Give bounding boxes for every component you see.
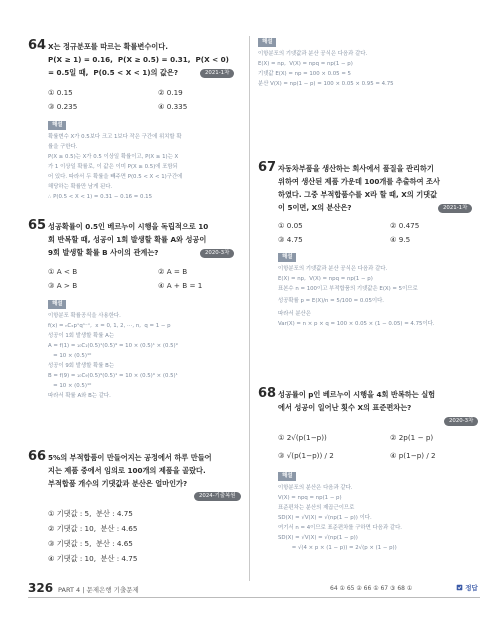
solution-66 <box>258 38 480 108</box>
answer-key: 64 ① 65 ② 66 ① 67 ③ 68 ① <box>330 585 413 592</box>
question-number: 65 <box>28 218 47 233</box>
option-1[interactable]: ① A < B <box>48 267 78 276</box>
exam-tag: 2021-1차 <box>438 204 472 213</box>
option-2[interactable]: ② 0.475 <box>390 221 420 230</box>
solution-line: 확률변수 X가 0.5보다 크고 1보다 작은 구간에 위치할 확 <box>48 134 182 140</box>
solution-label: 해설 <box>48 121 66 130</box>
solution-line: 성공이 9회 발생할 확률 B는 <box>48 363 115 369</box>
solution-line: V(X) = npq = np(1 − p) <box>278 495 342 501</box>
solution-line: 여기서 n = 4이므로 표준편차를 구하면 다음과 같다. <box>278 525 403 531</box>
question-line: P(X ≥ 1) = 0.16, P(X ≥ 0.5) = 0.31, P(X < 0) <box>48 55 229 64</box>
option-3[interactable]: ③ 0.235 <box>48 102 78 111</box>
solution-line: A = f(1) = ₁₀C₁(0.5)¹(0.5)⁹ = 10 × (0.5)¹ × (0.5)⁹ <box>48 343 178 349</box>
question-67 <box>258 160 480 327</box>
exam-tag: 2021-1차 <box>200 69 234 78</box>
question-line: 에서 성공이 일어난 횟수 X의 표준편차는? <box>278 403 412 412</box>
question-66 <box>28 449 242 569</box>
option-2[interactable]: ② A = B <box>158 267 188 276</box>
option-3[interactable]: ③ 기댓값 : 5, 분산 : 4.65 <box>48 539 133 548</box>
option-1[interactable]: ① 0.15 <box>48 88 73 97</box>
question-line: 위하여 생산된 제품 가운데 100개를 추출하여 조사 <box>278 177 440 186</box>
question-line: = 0.5일 때, P(0.5 < X < 1)의 값은? <box>48 68 179 77</box>
option-4[interactable]: ④ 0.335 <box>158 102 188 111</box>
question-68 <box>258 386 480 576</box>
answer-badge-label: 정답 <box>465 584 478 592</box>
solution-line: 표준편차는 분산의 제곱근이므로 <box>278 505 355 511</box>
option-3[interactable]: ③ √(p(1−p)) / 2 <box>278 451 334 460</box>
exam-tag: 2024-기출복원 <box>194 492 241 501</box>
solution-line: E(X) = np, V(X) = npq = np(1 − p) <box>278 276 373 282</box>
question-line: 9회 발생할 확률 B 사이의 관계는? <box>48 248 159 257</box>
option-4[interactable]: ④ A + B = 1 <box>158 281 203 290</box>
solution-line: 기댓값 E(X) = np = 100 × 0.05 = 5 <box>258 71 351 77</box>
question-number: 68 <box>258 386 277 401</box>
question-line: 성공률이 p인 베르누이 시행을 4회 반복하는 실험 <box>278 390 436 399</box>
part-title: PART 4 | 문제은행 기출문제 <box>58 586 139 594</box>
solution-label: 해설 <box>258 38 276 47</box>
solution-line: 이항분포 확률공식을 사용한다. <box>48 313 121 319</box>
option-4[interactable]: ④ 기댓값 : 10, 분산 : 4.75 <box>48 554 138 563</box>
solution-line: B = f(9) = ₁₀C₉(0.5)⁹(0.5)¹ = 10 × (0.5)⁹ × (0.5)¹ <box>48 373 178 379</box>
column-divider <box>249 36 250 581</box>
answer-badge <box>456 583 478 592</box>
option-1[interactable]: ① 0.05 <box>278 221 303 230</box>
solution-line: 해당하는 확률만 남게 된다. <box>48 184 113 190</box>
solution-line: 따라서 분산은 <box>278 311 311 317</box>
question-number: 66 <box>28 449 47 464</box>
solution-line: 이항분포의 기댓값과 분산 공식은 다음과 같다. <box>258 51 368 57</box>
solution-line: 어 있다. 따라서 두 확률을 빼주면 P(0.5 < X < 1)구간에 <box>48 174 183 180</box>
question-number: 64 <box>28 38 47 53</box>
solution-line: 표본수 n = 100이고 부적합품의 기댓값은 E(X) = 5이므로 <box>278 286 418 292</box>
answer-icon <box>456 584 463 591</box>
question-line: 지는 제품 중에서 임의로 100개의 제품을 골랐다. <box>48 466 206 475</box>
question-line: X는 정규분포를 따르는 확률변수이다. <box>48 42 168 51</box>
option-1[interactable]: ① 기댓값 : 5, 분산 : 4.75 <box>48 509 133 518</box>
option-3[interactable]: ③ A > B <box>48 281 78 290</box>
solution-line: 성공확률 p = E(X)/n = 5/100 = 0.05이다. <box>278 298 384 304</box>
question-64 <box>28 38 242 218</box>
solution-line: 성공이 1회 발생할 확률 A는 <box>48 333 115 339</box>
page-number: 326 <box>28 581 54 595</box>
solution-line: = 10 × (0.5)¹⁰ <box>48 353 92 359</box>
solution-line: P(X ≥ 0.5)는 X가 0.5 이상일 확률이고, P(X ≥ 1)는 X <box>48 154 179 160</box>
option-2[interactable]: ② 0.19 <box>158 88 183 97</box>
option-3[interactable]: ③ 4.75 <box>278 235 303 244</box>
solution-line: Var(X) = n × p × q = 100 × 0.05 × (1 − 0.05) = 4.75이다. <box>278 321 435 327</box>
solution-line: 률을 구한다. <box>48 144 78 150</box>
question-line: 부적합품 개수의 기댓값과 분산은 얼마인가? <box>48 479 188 488</box>
question-line: 이 5이면, X의 분산은? <box>278 203 352 212</box>
solution-line: SD(X) = √V(X) = √(np(1 − p)) 이다. <box>278 515 372 521</box>
option-4[interactable]: ④ p(1−p) / 2 <box>390 451 436 460</box>
solution-line: 이항분포의 기댓값과 분산 공식은 다음과 같다. <box>278 266 388 272</box>
solution-line: 이항분포의 분산은 다음과 같다. <box>278 485 353 491</box>
question-65 <box>28 218 242 443</box>
solution-label: 해설 <box>48 300 66 309</box>
solution-label: 해설 <box>278 253 296 262</box>
solution-line: = 10 × (0.5)¹⁰ <box>48 383 92 389</box>
solution-label: 해설 <box>278 472 296 481</box>
option-4[interactable]: ④ 9.5 <box>390 235 411 244</box>
option-1[interactable]: ① 2√(p(1−p)) <box>278 433 327 442</box>
solution-line: f(x) = ₙCₓpˣqⁿ⁻ˣ, x = 0, 1, 2, ⋯, n, q = 1 − p <box>48 323 171 329</box>
question-line: 5%의 부적합품이 만들어지는 공정에서 하루 만들어 <box>48 453 212 462</box>
solution-line: 가 1 이상일 확률로, 이 값은 이미 P(X ≥ 0.5)에 포함되 <box>48 164 178 170</box>
solution-line: SD(X) = √V(X) = √(np(1 − p)) <box>278 535 358 541</box>
question-line: 하였다. 그중 부적합품수를 X라 할 때, X의 기댓값 <box>278 190 438 199</box>
footer-divider <box>28 597 480 598</box>
option-2[interactable]: ② 2p(1 − p) <box>390 433 434 442</box>
solution-line: E(X) = np, V(X) = npq = np(1 − p) <box>258 61 353 67</box>
solution-line: 분산 V(X) = np(1 − p) = 100 × 0.05 × 0.95 = 4.75 <box>258 81 394 87</box>
solution-line: 따라서 확률 A와 B는 같다. <box>48 393 111 399</box>
solution-line: = √(4 × p × (1 − p)) = 2√(p × (1 − p)) <box>278 545 397 551</box>
solution-line: ∴ P(0.5 < X < 1) = 0.31 − 0.16 = 0.15 <box>48 194 153 200</box>
question-number: 67 <box>258 160 277 175</box>
question-line: 성공확률이 0.5인 베르누이 시행을 독립적으로 10 <box>48 222 209 231</box>
question-line: 회 반복할 때, 성공이 1회 발생할 확률 A와 성공이 <box>48 235 207 244</box>
exam-tag: 2020-3차 <box>200 249 234 258</box>
exam-tag: 2020-3차 <box>444 417 478 426</box>
option-2[interactable]: ② 기댓값 : 10, 분산 : 4.65 <box>48 524 138 533</box>
question-line: 자동차부품을 생산하는 회사에서 품질을 관리하기 <box>278 164 434 173</box>
